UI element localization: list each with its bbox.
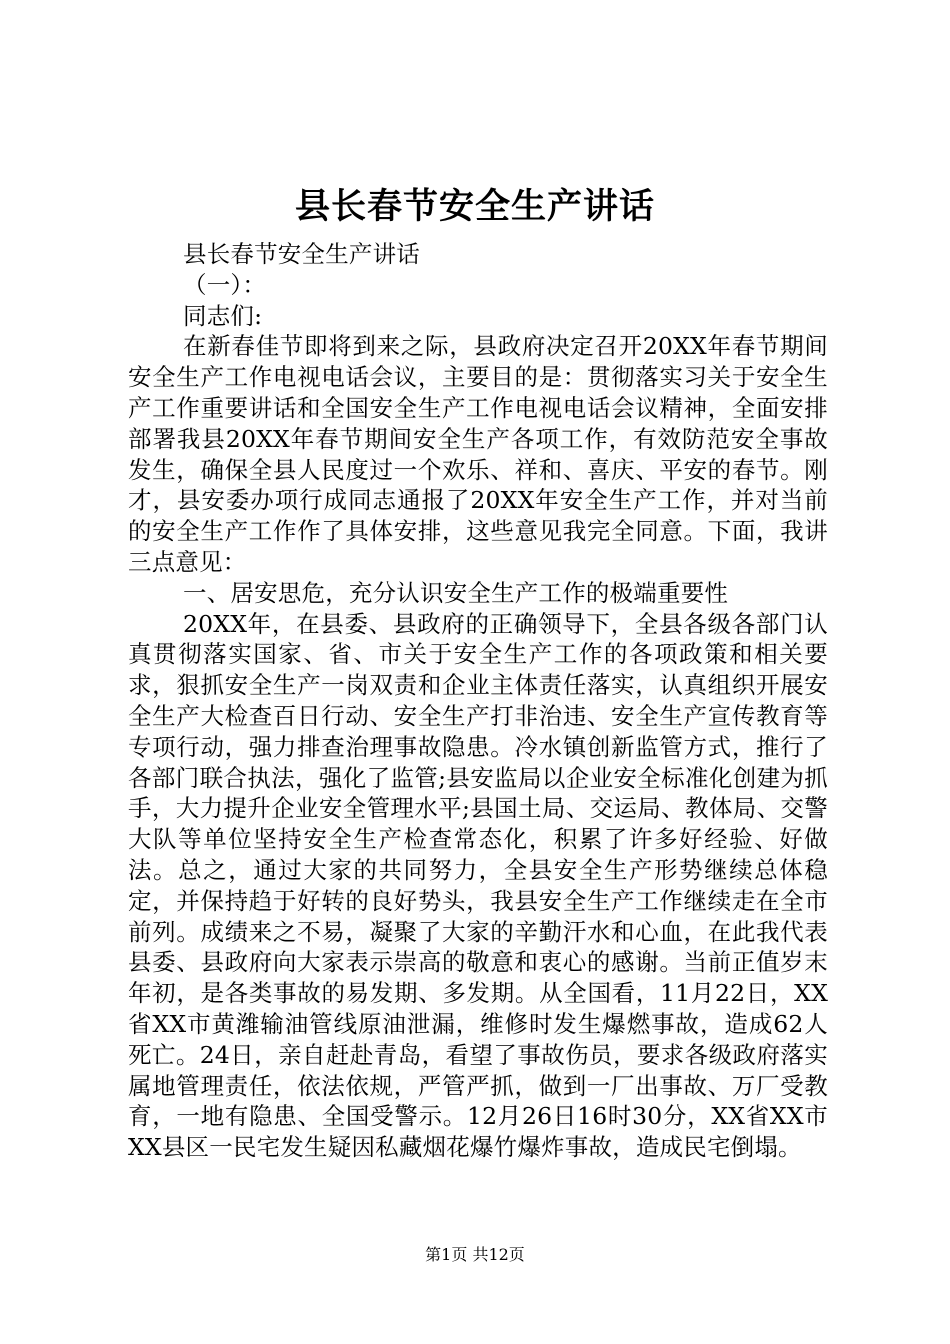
document-body	[128, 239, 828, 1163]
section-heading-1: 一、居安思危，充分认识安全生产工作的极端重要性	[183, 578, 729, 607]
subtitle-line: 县长春节安全生产讲话	[183, 240, 420, 268]
salutation: 同志们:	[183, 301, 263, 330]
page-footer: 第1页 共12页	[425, 1245, 525, 1264]
intro-paragraph: 在新春佳节即将到来之际，县政府决定召开20XX年春节期间安全生产工作电视电话会议，主要目的是：贯彻落实习关于安全生产工作重要讲话和全国安全生产工作电视电话会议精神，全面安排部署我县20XX年春节期间安全生产各项工作，有效防范安全事故发生，确保全县人民度过一个欢乐、祥和、喜庆、平安的春节。刚才，县安委办项行成同志通报了20XX年安全生产工作，并对当前的安全生产工作作了具体安排，这些意见我完全同意。下面，我讲三点意见：	[128, 332, 828, 576]
document-title: 县长春节安全生产讲话	[294, 186, 655, 227]
section-marker: （一）：	[183, 270, 267, 299]
body-paragraph: 20XX年，在县委、县政府的正确领导下，全县各级各部门认真贯彻落实国家、省、市关于安全生产工作的各项政策和相关要求，狠抓安全生产一岗双责和企业主体责任落实，认真组织开展安全生产大检查百日行动、安全生产打非治违、安全生产宣传教育等专项行动，强力排查治理事故隐患。冷水镇创新监管方式，推行了各部门联合执法，强化了监管;县安监局以企业安全标准化创建为抓手，大力提升企业安全管理水平;县国土局、交运局、教体局、交警大队等单位坚持安全生产检查常态化，积累了许多好经验、好做法。总之，通过大家的共同努力，全县安全生产形势继续总体稳定，并保持趋于好转的良好势头，我县安全生产工作继续走在全市前列。成绩来之不易，凝聚了大家的辛勤汗水和心血，在此我代表县委、县政府向大家表示崇高的敬意和衷心的感谢。当前正值岁末年初，是各类事故的易发期、多发期。从全国看，11月22日，XX省XX市黄潍输油管线原油泄漏，维修时发生爆燃事故，造成62人死亡。24日，亲自赶赴青岛，看望了事故伤员，要求各级政府落实属地管理责任，依法依规，严管严抓，做到一厂出事故、万厂受教育，一地有隐患、全国受警示。12月26日16时30分，XX省XX市XX县区一民宅发生疑因私藏烟花爆竹爆炸事故，造成民宅倒塌。	[128, 609, 828, 1162]
